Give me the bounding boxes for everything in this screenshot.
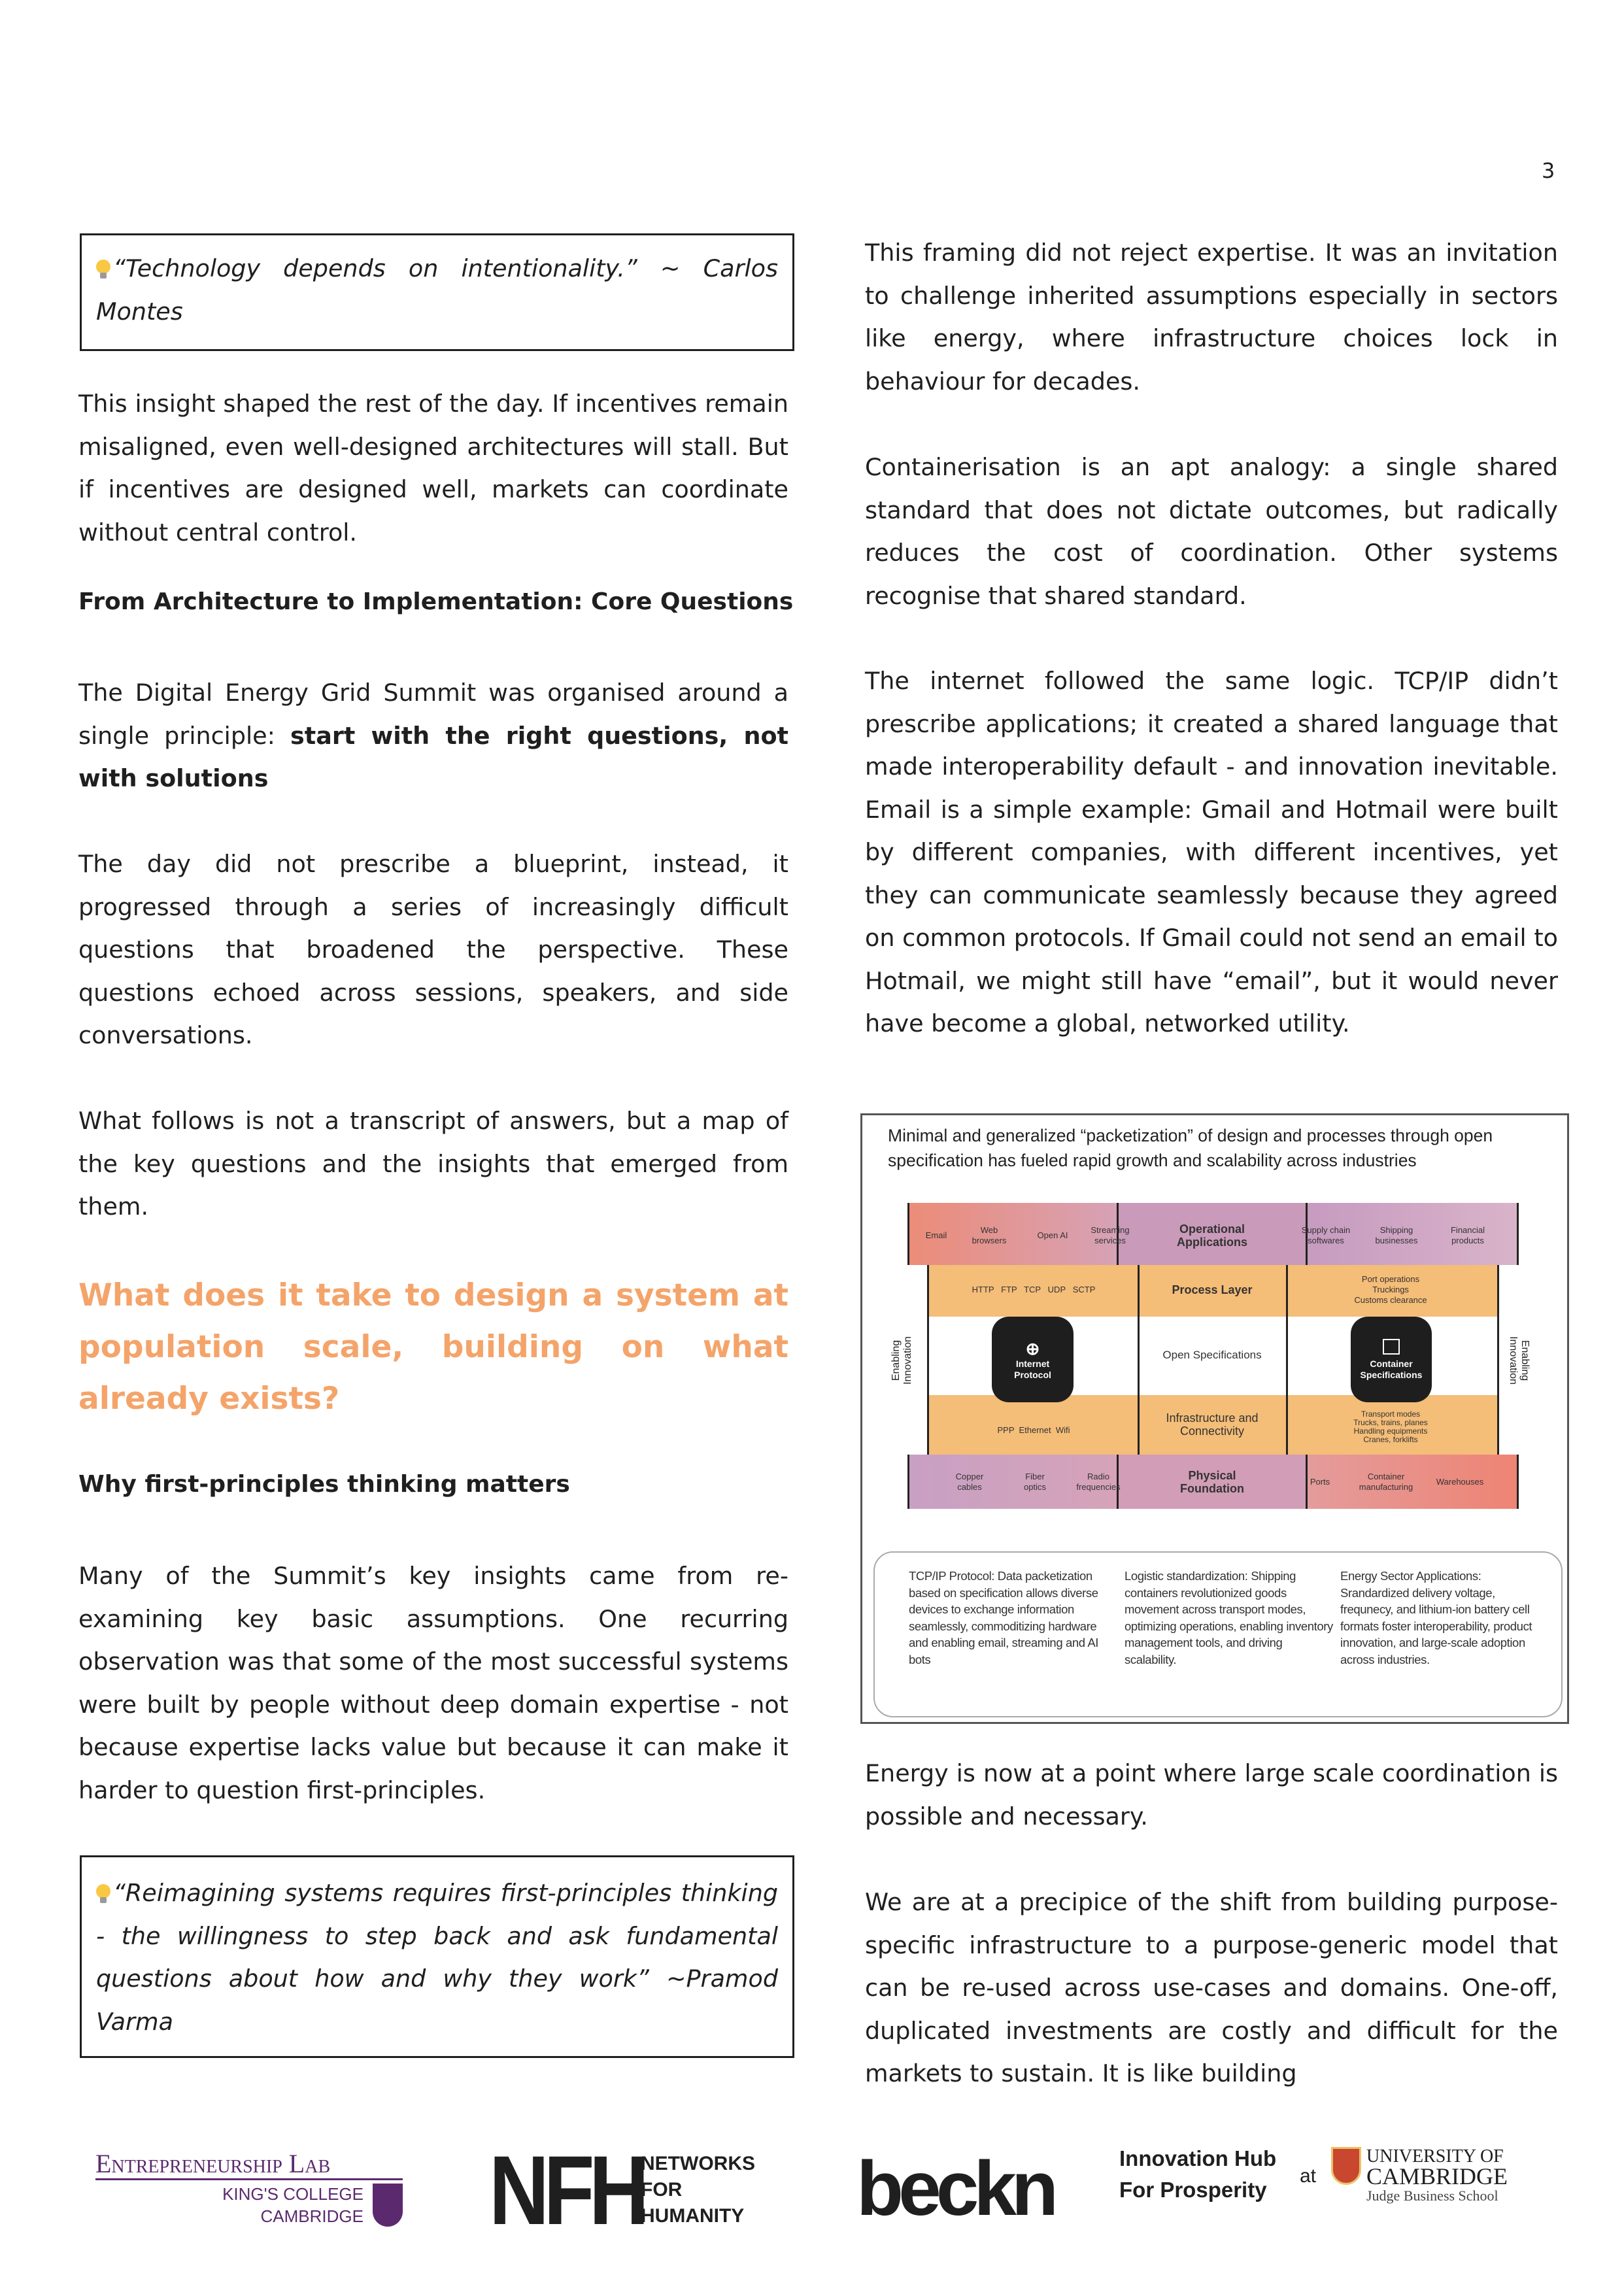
label-transport	[1353, 1410, 1428, 1444]
caption-energy: Energy Sector Applications: Srandardized delivery voltage, frequnecy, and lithium-ion battery cell formats foster interoperability, product innovation, and large-scale adoption across industries.	[1340, 1569, 1532, 1666]
cambridge-crest-icon	[1331, 2147, 1361, 2185]
paragraph-text: The Digital Energy Grid Summit was organised around a single principle:	[78, 679, 788, 750]
nfh-humanity: HUMANITY	[641, 2205, 745, 2227]
layer-process: Process Layer	[1172, 1283, 1253, 1296]
cambridge-line3: Judge Business School	[1366, 2187, 1498, 2204]
label-shipping: Shipping businesses	[1375, 1225, 1418, 1245]
nfh-for: FOR	[641, 2179, 683, 2201]
ihub-line1: Innovation Hub	[1119, 2146, 1277, 2170]
internet-protocol-box	[992, 1317, 1074, 1402]
caption-logistics: Logistic standardization: Shipping containers revolutionized goods movement across transport modes, optimizing operations, enabling inventory management tools, and driving scalability.	[1125, 1569, 1333, 1666]
label-financial: Financial products	[1450, 1225, 1485, 1245]
paragraph-framing: This framing did not reject expertise. It was an invitation to challenge inherited assumptions especially in sectors like energy, where infrastructure choices lock in behaviour for decades.	[865, 239, 1558, 396]
divider	[907, 1203, 909, 1265]
elab-kings-college: KING'S COLLEGE	[222, 2184, 364, 2204]
beckn-logo: beckn	[856, 2146, 1054, 2232]
paragraph-internet: The internet followed the same logic. TCP/IP didn’t prescribe applications; it created a shared language that made interoperability default - and innovation inevitable. Email is a simple example: Gmail and Hotmail were built by different companies, with different incentives, yet they can communicate seamlessly because they agreed on common protocols. If Gmail could not send an email to Hotmail, we might still have “email”, but it would never have become a global, networked utility.	[865, 667, 1558, 1037]
label-open-ai: Open AI	[1037, 1230, 1068, 1240]
label-streaming: Streaming services	[1091, 1225, 1130, 1245]
enabling-innovation-right: Enabling Innovation	[1508, 1336, 1531, 1385]
paragraph-containerisation: Containerisation is an apt analogy: a single shared standard that does not dictate outcomes, but radically reduces the cost of coordination. Other systems recognise that shared standard.	[865, 453, 1558, 610]
innovation-hub-logo	[1119, 2143, 1276, 2206]
divider	[927, 1265, 929, 1455]
container-specifications-label: Container Specifications	[1360, 1358, 1423, 1380]
paragraph-map: What follows is not a transcript of answers, but a map of the key questions and the insights that emerged from them.	[78, 1107, 788, 1221]
paragraph-incentives: This insight shaped the rest of the day. If incentives remain misaligned, even well-designed architectures will stall. But if incentives are designed well, markets can coordinate without central control.	[78, 390, 788, 547]
label-fiber: Fiber optics	[1024, 1472, 1046, 1492]
enabling-innovation-left: Enabling Innovation	[890, 1336, 913, 1385]
paragraph-first-principles: Many of the Summit’s key insights came from re-examining key basic assumptions. One recurring observation was that some of the most successful systems were built by people without deep domain expertise - not because expertise lacks value but because it can make it harder to question first-principles.	[78, 1562, 788, 1804]
label-ports: Ports	[1310, 1477, 1330, 1487]
entrepreneurship-lab-logo	[95, 2150, 403, 2227]
label-supply-chain: Supply chain softwares	[1301, 1225, 1351, 1245]
cambridge-line1: UNIVERSITY OF	[1366, 2146, 1504, 2167]
question-heading: What does it take to design a system at population scale, building on what already exists?	[78, 1277, 788, 1417]
quote-box-carlos-montes	[80, 233, 794, 351]
port-operations: Port operations	[1361, 1274, 1420, 1284]
divider	[1286, 1265, 1288, 1455]
nfh-logo	[489, 2135, 755, 2245]
container-specifications-box	[1351, 1317, 1432, 1402]
quote-text: “Reimagining systems requires first-principles thinking - the willingness to step back and ask fundamental questions about how and why they work” ~Pramod Varma	[96, 1879, 778, 2036]
divider	[1517, 1203, 1519, 1265]
cambridge-line2: CAMBRIDGE	[1366, 2163, 1508, 2189]
label-link-layer: PPP Ethernet Wifi	[997, 1425, 1070, 1435]
internet-protocol-label: Internet Protocol	[1014, 1358, 1051, 1380]
layer-open-specifications: Open Specifications	[1162, 1349, 1262, 1361]
label-radio: Radio frequencies	[1076, 1472, 1121, 1492]
figure-title: Minimal and generalized “packetization” of design and processes through open specification has fueled rapid growth and scalability across industries	[888, 1126, 1493, 1170]
paragraph-emphasis: start with the right questions, not with solutions	[78, 721, 788, 792]
handling-equipments: Handling equipments	[1353, 1426, 1428, 1436]
transport-modes: Transport modes	[1361, 1409, 1421, 1419]
label-web-browsers: Web browsers	[972, 1225, 1007, 1245]
nfh-networks: NETWORKS	[641, 2153, 755, 2174]
label-warehouses: Warehouses	[1436, 1477, 1484, 1487]
label-container-manufacturing: Container manufacturing	[1359, 1472, 1413, 1492]
label-protocols: HTTP FTP TCP UDP SCTP	[972, 1285, 1096, 1294]
paragraph-blueprint: The day did not prescribe a blueprint, instead, it progressed through a series of increasingly difficult questions that broadened the perspective. These questions echoed across sessions, speakers, and side conversations.	[78, 850, 788, 1049]
label-email: Email	[925, 1230, 947, 1240]
page-number: 3	[1542, 158, 1555, 183]
paragraph-precipice: We are at a precipice of the shift from building purpose-specific infrastructure to a purpose-generic model that can be re-used across use-cases and domains. One-off, duplicated investments are costly and difficult for the markets to sustain. It is like building	[865, 1888, 1558, 2087]
section-heading-first-principles: Why first-principles thinking matters	[78, 1471, 570, 1498]
ihub-at: at	[1300, 2165, 1317, 2187]
paragraph-energy-coordination: Energy is now at a point where large scale coordination is possible and necessary.	[865, 1759, 1558, 1830]
paragraph-summit-principle	[78, 671, 788, 800]
label-copper: Copper cables	[955, 1472, 984, 1492]
layer-infrastructure: Infrastructure and Connectivity	[1166, 1411, 1259, 1438]
quote-box-pramod-varma	[80, 1855, 794, 2058]
label-port-ops	[1354, 1274, 1427, 1306]
kings-college-crest-icon	[373, 2184, 403, 2227]
ihub-line2: For Prosperity	[1119, 2178, 1267, 2202]
cranes-forklifts: Cranes, forklifts	[1363, 1435, 1418, 1444]
globe-icon: ⊕	[1025, 1338, 1040, 1358]
lightbulb-icon	[96, 1884, 110, 1904]
caption-tcpip: TCP/IP Protocol: Data packetization based on specification allows diverse devices to exchange information seamlessly, commoditizing hardware and enabling email, streaming and AI bots	[909, 1569, 1099, 1666]
divider	[1497, 1265, 1499, 1455]
customs-clearance: Customs clearance	[1354, 1295, 1427, 1305]
container-icon	[1383, 1339, 1400, 1355]
quote-text: “Technology depends on intentionality.” ~ Carlos Montes	[96, 254, 778, 326]
truckings: Truckings	[1372, 1285, 1409, 1294]
elab-title: Entrepreneurship Lab	[95, 2150, 403, 2180]
layer-physical: Physical Foundation	[1180, 1469, 1244, 1495]
trucks-trains-planes: Trucks, trains, planes	[1353, 1418, 1428, 1427]
divider	[907, 1455, 909, 1509]
nfh-mark: NFH	[489, 2135, 644, 2245]
layer-operational-applications: Operational Applications	[1176, 1223, 1247, 1249]
divider	[1306, 1455, 1308, 1509]
divider	[1138, 1265, 1140, 1455]
divider	[1517, 1455, 1519, 1509]
lightbulb-icon	[96, 260, 110, 279]
cambridge-judge-logo	[1331, 2147, 1508, 2206]
section-heading-core-questions: From Architecture to Implementation: Core Questions	[78, 588, 794, 615]
elab-cambridge: CAMBRIDGE	[260, 2206, 364, 2226]
